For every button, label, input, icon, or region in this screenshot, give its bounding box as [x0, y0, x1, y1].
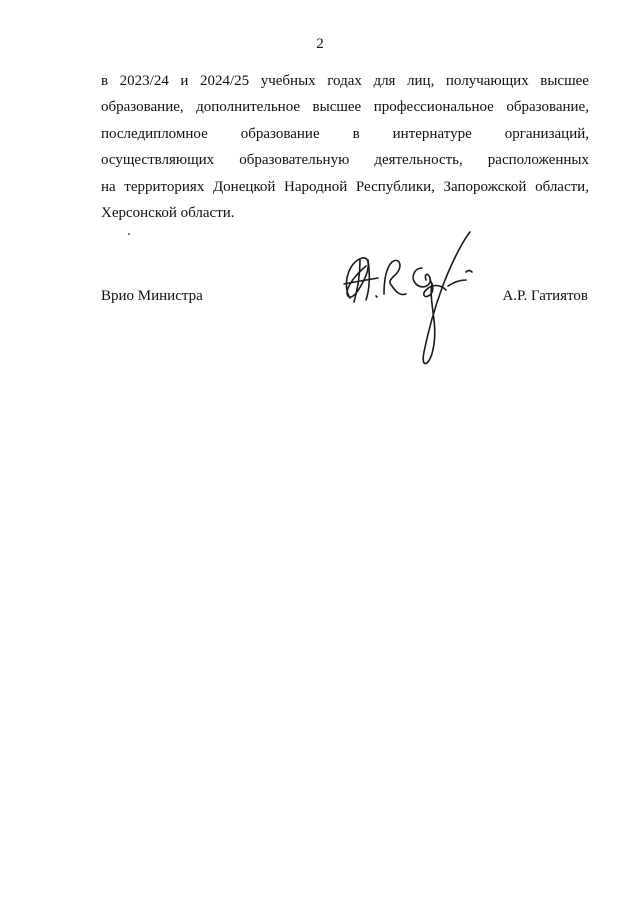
word: лиц,	[407, 73, 435, 89]
word: высшее	[540, 73, 589, 89]
word: образование,	[101, 99, 184, 116]
word: высшее	[312, 99, 362, 116]
text-line-2	[101, 94, 589, 120]
word: образование	[240, 125, 320, 142]
word: 2023/24	[119, 73, 169, 89]
text-line-1	[101, 68, 589, 94]
word: 2024/25	[199, 73, 250, 89]
signatory-title: Врио Министра	[101, 288, 203, 304]
word: профессиональное	[373, 99, 494, 116]
word: образование,	[506, 99, 589, 116]
text-line-4	[101, 147, 589, 173]
handwritten-signature	[330, 228, 480, 373]
word: области,	[535, 178, 589, 195]
word: Народной	[284, 178, 348, 195]
text-line-5	[101, 174, 589, 200]
word: образовательную	[239, 152, 350, 169]
body-paragraph	[101, 68, 589, 226]
text-line-6: Херсонской области.	[101, 204, 235, 221]
word: Донецкой	[212, 178, 276, 195]
word: деятельность,	[374, 152, 463, 169]
scan-speck	[128, 233, 130, 235]
word: учебных	[260, 73, 316, 89]
word: расположенных	[487, 152, 589, 169]
word: Республики,	[355, 178, 435, 195]
word: в	[352, 125, 360, 142]
word: и	[180, 73, 189, 89]
page-number: 2	[316, 36, 324, 52]
word: осуществляющих	[101, 152, 215, 169]
word: территориях	[124, 178, 205, 195]
word: дополнительное	[196, 99, 301, 116]
word: организаций,	[504, 125, 589, 142]
word: последипломное	[101, 125, 208, 142]
word: для	[373, 73, 396, 89]
word: интернатуре	[392, 125, 472, 142]
text-line-3	[101, 121, 589, 147]
word: в	[101, 73, 109, 89]
word: годах	[327, 73, 362, 89]
signatory-name: А.Р. Гатиятов	[502, 288, 588, 304]
word: на	[101, 178, 116, 195]
word: Запорожской	[443, 178, 527, 195]
word: получающих	[445, 73, 529, 89]
